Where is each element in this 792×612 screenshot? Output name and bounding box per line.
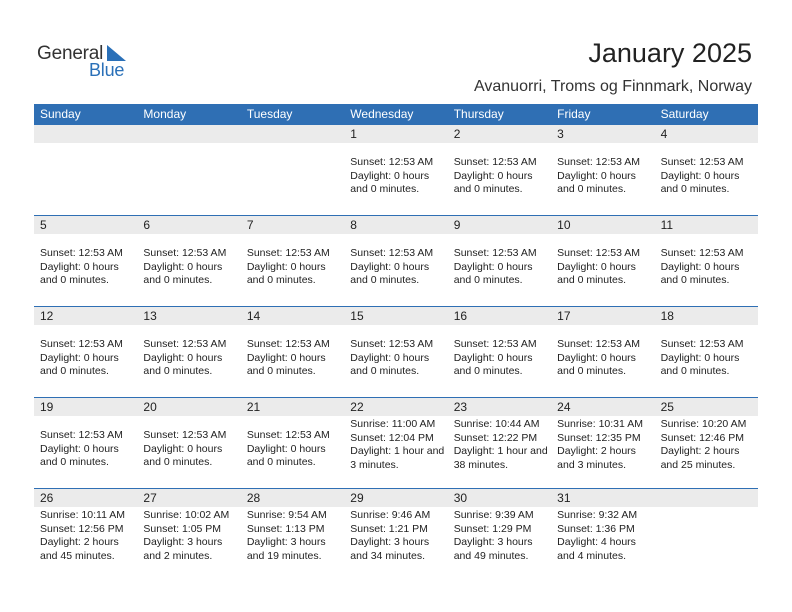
day-number: 21 xyxy=(246,400,261,414)
day-number: 20 xyxy=(143,400,157,414)
sun-info-line: Daylight: 0 hours xyxy=(246,442,326,455)
sun-info-line: and 25 minutes. xyxy=(660,458,736,471)
sun-info-line: Sunset: 12:53 AM xyxy=(143,338,227,350)
sun-info-line: Daylight: 0 hours xyxy=(350,169,430,182)
empty-day-cell xyxy=(655,489,758,579)
sun-info-line: Sunset: 12:35 PM xyxy=(557,431,641,444)
sun-info-line: Daylight: 2 hours xyxy=(660,445,740,458)
sun-info-line: and 3 minutes. xyxy=(557,458,627,471)
calendar-week xyxy=(34,397,758,488)
page-title: January 2025 xyxy=(588,38,752,68)
day-sun-info xyxy=(350,509,447,563)
sun-info-line: Sunset: 12:53 AM xyxy=(246,247,330,259)
day-cell xyxy=(448,125,551,215)
sun-info-line: and 0 minutes. xyxy=(557,183,627,196)
sun-info-line: Sunset: 12:53 AM xyxy=(660,247,744,259)
sun-info-line: and 2 minutes. xyxy=(143,549,213,562)
calendar-grid xyxy=(34,125,758,579)
sun-info-line: Sunset: 12:53 AM xyxy=(453,156,537,168)
day-number: 24 xyxy=(557,400,571,414)
calendar-week xyxy=(34,125,758,215)
sun-info-line: Daylight: 0 hours xyxy=(557,351,636,364)
day-cell xyxy=(344,216,447,306)
day-sun-info xyxy=(557,247,654,288)
day-number: 31 xyxy=(557,491,571,505)
day-sun-info xyxy=(454,247,551,288)
sun-info-line: Sunset: 1:21 PM xyxy=(350,522,428,535)
sun-info-line: Sunset: 12:53 AM xyxy=(246,429,330,441)
day-sun-info xyxy=(143,509,240,563)
sun-info-line: Daylight: 0 hours xyxy=(40,351,119,364)
sun-info-line: Sunset: 1:29 PM xyxy=(453,522,532,535)
weekday-tuesday: Tuesday xyxy=(246,107,293,121)
sun-info-line: Daylight: 0 hours xyxy=(453,260,533,273)
day-sun-info xyxy=(350,247,447,288)
day-sun-info xyxy=(557,156,654,197)
sun-info-line: Sunset: 12:53 AM xyxy=(350,338,434,350)
day-number: 5 xyxy=(40,218,47,232)
sun-info-line: Daylight: 2 hours xyxy=(40,536,119,549)
day-number: 3 xyxy=(557,127,564,141)
sun-info-line: Sunset: 12:53 AM xyxy=(350,156,434,168)
sun-info-line: and 4 minutes. xyxy=(557,549,627,562)
sun-info-line: Daylight: 0 hours xyxy=(40,442,119,455)
sun-info-line: Sunset: 12:56 PM xyxy=(40,522,124,535)
day-number: 25 xyxy=(660,400,674,414)
sun-info-line: and 0 minutes. xyxy=(246,274,316,287)
sun-info-line: Sunset: 12:46 PM xyxy=(660,431,745,444)
day-cell xyxy=(655,216,758,306)
day-sun-info xyxy=(661,418,758,472)
day-sun-info xyxy=(247,338,344,379)
sun-info-line: Sunrise: 9:39 AM xyxy=(453,509,534,521)
day-cell xyxy=(448,307,551,397)
day-sun-info xyxy=(454,418,551,472)
sun-info-line: Daylight: 3 hours xyxy=(143,536,223,549)
calendar-week xyxy=(34,488,758,579)
sun-info-line: Sunset: 12:53 AM xyxy=(350,247,434,259)
sun-info-line: and 0 minutes. xyxy=(350,274,420,287)
logo xyxy=(37,42,147,82)
sun-info-line: 38 minutes. xyxy=(453,458,508,471)
sun-info-line: Daylight: 0 hours xyxy=(453,169,533,182)
day-number: 29 xyxy=(350,491,364,505)
day-number: 17 xyxy=(557,309,571,323)
day-number: 1 xyxy=(350,127,357,141)
sun-info-line: Daylight: 3 hours xyxy=(453,536,533,549)
day-sun-info xyxy=(350,418,447,472)
sun-info-line: and 0 minutes. xyxy=(660,274,730,287)
day-number: 15 xyxy=(350,309,364,323)
sun-info-line: Daylight: 0 hours xyxy=(246,351,326,364)
sun-info-line: and 49 minutes. xyxy=(453,549,529,562)
day-number: 16 xyxy=(453,309,468,323)
sun-info-line: and 0 minutes. xyxy=(453,274,523,287)
sun-info-line: Sunset: 12:53 AM xyxy=(143,247,227,259)
day-cell xyxy=(551,307,654,397)
sun-info-line: Daylight: 0 hours xyxy=(453,351,533,364)
sun-info-line: and 0 minutes. xyxy=(557,365,627,378)
calendar xyxy=(34,104,758,579)
day-cell xyxy=(344,307,447,397)
sun-info-line: Sunset: 12:53 AM xyxy=(40,429,123,441)
weekday-saturday: Saturday xyxy=(660,107,709,121)
sun-info-line: Sunset: 12:53 AM xyxy=(557,338,641,350)
sun-info-line: Daylight: 2 hours xyxy=(557,445,636,458)
weekday-monday: Monday xyxy=(143,107,187,121)
day-cell xyxy=(344,398,447,488)
sun-info-line: Daylight: 0 hours xyxy=(660,351,740,364)
sun-info-line: and 0 minutes. xyxy=(453,183,523,196)
day-sun-info xyxy=(661,338,758,379)
day-sun-info xyxy=(143,338,240,379)
logo-text-blue: Blue xyxy=(89,60,125,80)
day-cell xyxy=(137,307,240,397)
day-sun-info xyxy=(350,338,447,379)
sun-info-line: Sunset: 12:53 AM xyxy=(143,429,227,441)
sun-info-line: Daylight: 0 hours xyxy=(143,351,223,364)
day-sun-info xyxy=(557,509,654,563)
day-sun-info xyxy=(557,338,654,379)
day-sun-info xyxy=(454,338,551,379)
sun-info-line: Sunrise: 10:11 AM xyxy=(40,509,126,521)
sun-info-line: Sunset: 12:53 AM xyxy=(246,338,330,350)
sun-info-line: Daylight: 0 hours xyxy=(143,260,223,273)
sun-info-line: and 0 minutes. xyxy=(350,183,420,196)
day-sun-info xyxy=(454,156,551,197)
day-cell xyxy=(34,216,137,306)
sun-info-line: Sunrise: 10:31 AM xyxy=(557,418,643,430)
week-days xyxy=(34,398,758,488)
day-cell xyxy=(551,489,654,579)
sun-info-line: Daylight: 1 hour and xyxy=(453,445,548,458)
week-days xyxy=(34,125,758,215)
sun-info-line: Daylight: 0 hours xyxy=(660,169,740,182)
day-number: 30 xyxy=(453,491,468,505)
sun-info-line: Daylight: 0 hours xyxy=(557,260,636,273)
sun-info-line: Sunset: 12:53 AM xyxy=(660,338,744,350)
day-sun-info xyxy=(40,338,137,379)
sun-info-line: and 0 minutes. xyxy=(40,274,109,287)
empty-day-cell xyxy=(137,125,240,215)
sun-info-line: Daylight: 0 hours xyxy=(350,351,430,364)
day-number: 14 xyxy=(246,309,261,323)
day-cell xyxy=(448,398,551,488)
day-sun-info xyxy=(350,156,447,197)
day-cell xyxy=(241,216,344,306)
day-number xyxy=(143,125,240,143)
sun-info-line: and 0 minutes. xyxy=(40,456,109,469)
day-cell xyxy=(448,216,551,306)
sun-info-line: and 0 minutes. xyxy=(350,365,420,378)
sun-info-line: Sunrise: 10:44 AM xyxy=(453,418,540,430)
day-sun-info xyxy=(143,429,240,470)
sun-info-line: and 0 minutes. xyxy=(453,365,523,378)
day-cell xyxy=(448,489,551,579)
day-number: 10 xyxy=(557,218,571,232)
day-number: 19 xyxy=(40,400,54,414)
day-number: 18 xyxy=(660,309,674,323)
sun-info-line: and 19 minutes. xyxy=(246,549,322,562)
day-sun-info xyxy=(40,247,137,288)
sun-info-line: Daylight: 3 hours xyxy=(350,536,430,549)
sun-info-line: Sunrise: 9:46 AM xyxy=(350,509,431,521)
empty-day-cell xyxy=(241,125,344,215)
day-number xyxy=(40,125,137,143)
day-cell xyxy=(551,125,654,215)
day-number: 12 xyxy=(40,309,54,323)
day-number: 11 xyxy=(660,218,674,232)
day-sun-info xyxy=(661,247,758,288)
day-sun-info xyxy=(557,418,654,472)
day-number: 13 xyxy=(143,309,157,323)
week-days xyxy=(34,216,758,306)
location-subtitle: Avanuorri, Troms og Finnmark, Norway xyxy=(473,78,752,95)
sun-info-line: and 0 minutes. xyxy=(660,365,730,378)
sun-info-line: Sunrise: 11:00 AM xyxy=(350,418,436,430)
day-cell xyxy=(137,489,240,579)
sun-info-line: Daylight: 1 hour and xyxy=(350,445,445,458)
sun-info-line: Daylight: 0 hours xyxy=(350,260,430,273)
day-cell xyxy=(34,307,137,397)
sun-info-line: Sunset: 1:36 PM xyxy=(557,522,635,535)
sun-info-line: and 45 minutes. xyxy=(40,549,115,562)
sun-info-line: and 0 minutes. xyxy=(246,456,316,469)
day-number: 7 xyxy=(246,218,254,232)
sun-info-line: and 0 minutes. xyxy=(246,365,316,378)
day-number: 23 xyxy=(453,400,468,414)
empty-day-cell xyxy=(34,125,137,215)
sun-info-line: Daylight: 4 hours xyxy=(557,536,636,549)
day-number: 6 xyxy=(143,218,151,232)
logo-triangle-icon xyxy=(107,45,126,61)
sun-info-line: Sunset: 12:53 AM xyxy=(453,247,537,259)
day-number: 26 xyxy=(40,491,54,505)
sun-info-line: Daylight: 0 hours xyxy=(246,260,326,273)
sun-info-line: Sunrise: 9:54 AM xyxy=(246,509,327,521)
sun-info-line: Sunset: 12:53 AM xyxy=(40,338,123,350)
sun-info-line: and 0 minutes. xyxy=(143,365,213,378)
day-cell xyxy=(241,489,344,579)
day-number: 4 xyxy=(660,127,668,141)
sun-info-line: and 0 minutes. xyxy=(660,183,730,196)
sun-info-line: Sunrise: 9:32 AM xyxy=(557,509,638,521)
sun-info-line: and 0 minutes. xyxy=(40,365,109,378)
weekday-wednesday: Wednesday xyxy=(350,107,414,121)
weekday-thursday: Thursday xyxy=(453,107,504,121)
day-number xyxy=(247,125,344,143)
day-cell xyxy=(137,216,240,306)
day-number: 28 xyxy=(246,491,261,505)
sun-info-line: Sunset: 12:53 AM xyxy=(40,247,123,259)
day-sun-info xyxy=(247,429,344,470)
week-days xyxy=(34,489,758,579)
day-sun-info xyxy=(143,247,240,288)
sun-info-line: and 0 minutes. xyxy=(557,274,627,287)
calendar-week xyxy=(34,215,758,306)
sun-info-line: and 0 minutes. xyxy=(143,274,213,287)
sun-info-line: 3 minutes. xyxy=(350,458,399,471)
day-sun-info xyxy=(40,509,137,563)
sun-info-line: Daylight: 0 hours xyxy=(557,169,636,182)
day-number: 27 xyxy=(143,491,157,505)
day-sun-info xyxy=(40,429,137,470)
day-number: 8 xyxy=(350,218,357,232)
day-cell xyxy=(551,398,654,488)
sun-info-line: Sunset: 12:53 AM xyxy=(660,156,744,168)
sun-info-line: Daylight: 3 hours xyxy=(246,536,326,549)
sun-info-line: Sunset: 12:04 PM xyxy=(350,431,434,444)
weekday-header xyxy=(34,104,758,125)
calendar-week xyxy=(34,306,758,397)
day-number: 22 xyxy=(350,400,364,414)
day-cell xyxy=(655,398,758,488)
weekday-friday: Friday xyxy=(557,107,591,121)
day-cell xyxy=(34,489,137,579)
sun-info-line: Daylight: 0 hours xyxy=(660,260,740,273)
sun-info-line: Daylight: 0 hours xyxy=(40,260,119,273)
weekday-sunday: Sunday xyxy=(40,107,81,121)
day-cell xyxy=(137,398,240,488)
sun-info-line: and 0 minutes. xyxy=(143,456,213,469)
day-cell xyxy=(34,398,137,488)
day-number xyxy=(661,489,758,507)
day-number: 9 xyxy=(453,218,461,232)
sun-info-line: Sunrise: 10:20 AM xyxy=(660,418,747,430)
sun-info-line: Sunset: 1:05 PM xyxy=(143,522,222,535)
day-number: 2 xyxy=(453,127,461,141)
sun-info-line: Sunset: 12:53 AM xyxy=(453,338,537,350)
day-sun-info xyxy=(247,247,344,288)
sun-info-line: Sunset: 1:13 PM xyxy=(246,522,325,535)
day-cell xyxy=(344,489,447,579)
sun-info-line: Daylight: 0 hours xyxy=(143,442,223,455)
sun-info-line: Sunrise: 10:02 AM xyxy=(143,509,230,521)
day-sun-info xyxy=(661,156,758,197)
sun-info-line: Sunset: 12:22 PM xyxy=(453,431,538,444)
day-cell xyxy=(241,398,344,488)
sun-info-line: Sunset: 12:53 AM xyxy=(557,247,641,259)
day-cell xyxy=(551,216,654,306)
day-cell xyxy=(344,125,447,215)
sun-info-line: Sunset: 12:53 AM xyxy=(557,156,641,168)
week-days xyxy=(34,307,758,397)
day-sun-info xyxy=(454,509,551,563)
logo-text-general: General xyxy=(37,43,104,64)
day-cell xyxy=(655,307,758,397)
day-sun-info xyxy=(247,509,344,563)
day-cell xyxy=(241,307,344,397)
day-cell xyxy=(655,125,758,215)
sun-info-line: and 34 minutes. xyxy=(350,549,425,562)
